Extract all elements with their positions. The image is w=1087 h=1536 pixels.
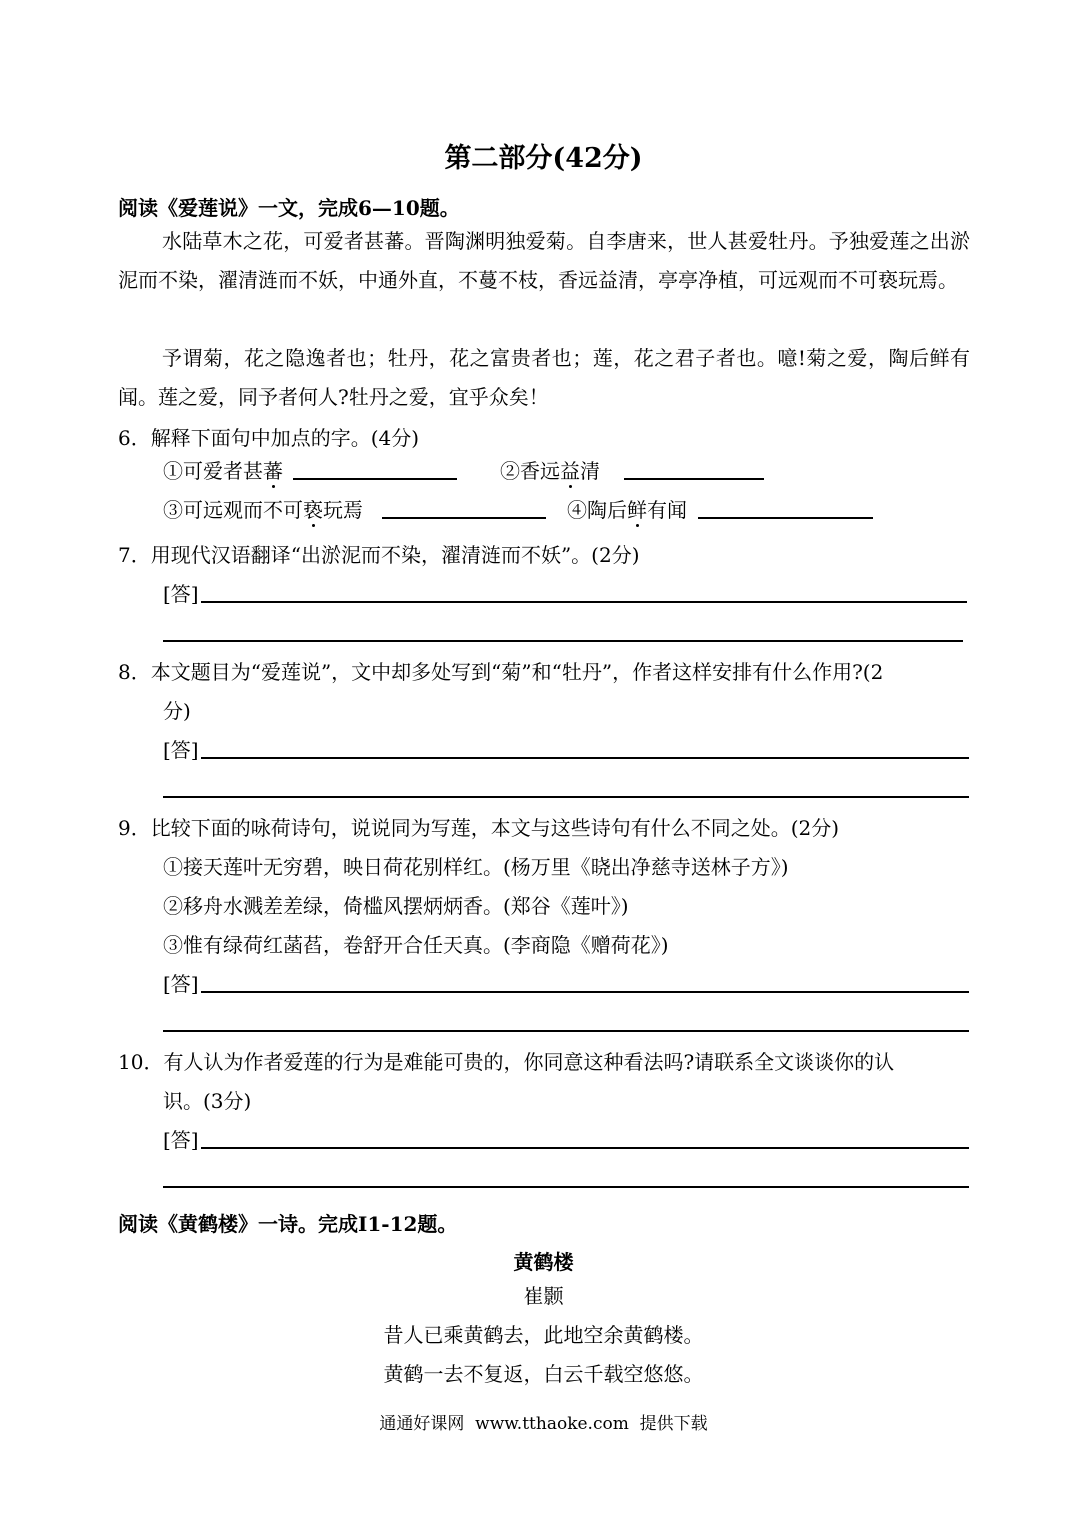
- q8-answer-label: [答]: [163, 738, 199, 762]
- q7-answer-line-2[interactable]: [163, 640, 963, 642]
- poem-title: 黄鹤楼: [513, 1250, 574, 1274]
- q6-item-1: ①可爱者甚蕃: [163, 459, 283, 483]
- q7-stem: 7．用现代汉语翻译“出淤泥而不染，濯清涟而不妖”。(2分): [118, 543, 640, 567]
- q7-answer-label: [答]: [163, 582, 199, 606]
- q9-answer-line-2[interactable]: [163, 1030, 969, 1032]
- dotted-char: 蕃: [263, 459, 283, 483]
- dotted-char: 亵: [303, 498, 323, 522]
- q10-stem-line-1: 10．有人认为作者爱莲的行为是难能可贵的，你同意这种看法吗?请联系全文谈谈你的认: [118, 1050, 895, 1074]
- q6-item-4: ④陶后鲜有闻: [567, 498, 687, 522]
- section1-heading: 阅读《爱莲说》一文，完成6—10题。: [118, 196, 460, 220]
- q9-answer-line-1[interactable]: [201, 991, 969, 993]
- q9-stem: 9．比较下面的咏荷诗句，说说同为写莲，本文与这些诗句有什么不同之处。(2分): [118, 816, 840, 840]
- q8-stem-line-1: 8．本文题目为“爱莲说”，文中却多处写到“菊”和“牡丹”，作者这样安排有什么作用?(2: [118, 660, 884, 684]
- q8-answer-line-2[interactable]: [163, 796, 969, 798]
- poem-line-1: 昔人已乘黄鹤去，此地空余黄鹤楼。: [383, 1323, 704, 1347]
- q6-blank-4[interactable]: [698, 517, 873, 519]
- dotted-char: 鲜: [627, 498, 647, 522]
- footer: 通通好课网 www.tthaoke.com 提供下载: [379, 1414, 708, 1434]
- q8-answer-line-1[interactable]: [201, 757, 969, 759]
- q6-blank-2[interactable]: [624, 478, 764, 480]
- q6-blank-1[interactable]: [293, 478, 457, 480]
- q9-poem-line-3: ③惟有绿荷红菡萏，卷舒开合任天真。(李商隐《赠荷花》): [163, 933, 669, 957]
- q10-answer-line-2[interactable]: [163, 1186, 969, 1188]
- page-title: 第二部分(42分): [444, 143, 643, 174]
- poem-author: 崔颢: [523, 1284, 564, 1308]
- q9-answer-label: [答]: [163, 972, 199, 996]
- q6-item-3: ③可远观而不可亵玩焉: [163, 498, 363, 522]
- q6-blank-3[interactable]: [382, 517, 546, 519]
- q9-poem-line-1: ①接天莲叶无穷碧，映日荷花别样红。(杨万里《晓出净慈寺送林子方》): [163, 855, 789, 879]
- q8-stem-line-2: 分): [163, 699, 191, 723]
- q7-answer-line-1[interactable]: [201, 601, 967, 603]
- q6-stem: 6．解释下面句中加点的字。(4分): [118, 426, 420, 450]
- q10-stem-line-2: 识。(3分): [163, 1089, 252, 1113]
- dotted-char: 益: [560, 459, 580, 483]
- passage-paragraph-2: 予谓菊，花之隐逸者也；牡丹，花之富贵者也；莲，花之君子者也。噫!菊之爱，陶后鲜有闻。莲之爱，同予者何人?牡丹之爱，宜乎众矣！: [118, 346, 970, 409]
- q6-item-2: ②香远益清: [500, 459, 600, 483]
- q10-answer-line-1[interactable]: [201, 1147, 969, 1149]
- poem-line-2: 黄鹤一去不复返，白云千载空悠悠。: [383, 1362, 704, 1386]
- q9-poem-line-2: ②移舟水溅差差绿，倚槛风摆炳炳香。(郑谷《莲叶》): [163, 894, 629, 918]
- q10-answer-label: [答]: [163, 1128, 199, 1152]
- passage-paragraph-1: 水陆草木之花，可爱者甚蕃。晋陶渊明独爱菊。自李唐来，世人甚爱牡丹。予独爱莲之出淤泥而不染，濯清涟而不妖，中通外直，不蔓不枝，香远益清，亭亭净植，可远观而不可亵玩焉。: [118, 229, 970, 292]
- section2-heading: 阅读《黄鹤楼》一诗。完成I1-12题。: [118, 1212, 458, 1236]
